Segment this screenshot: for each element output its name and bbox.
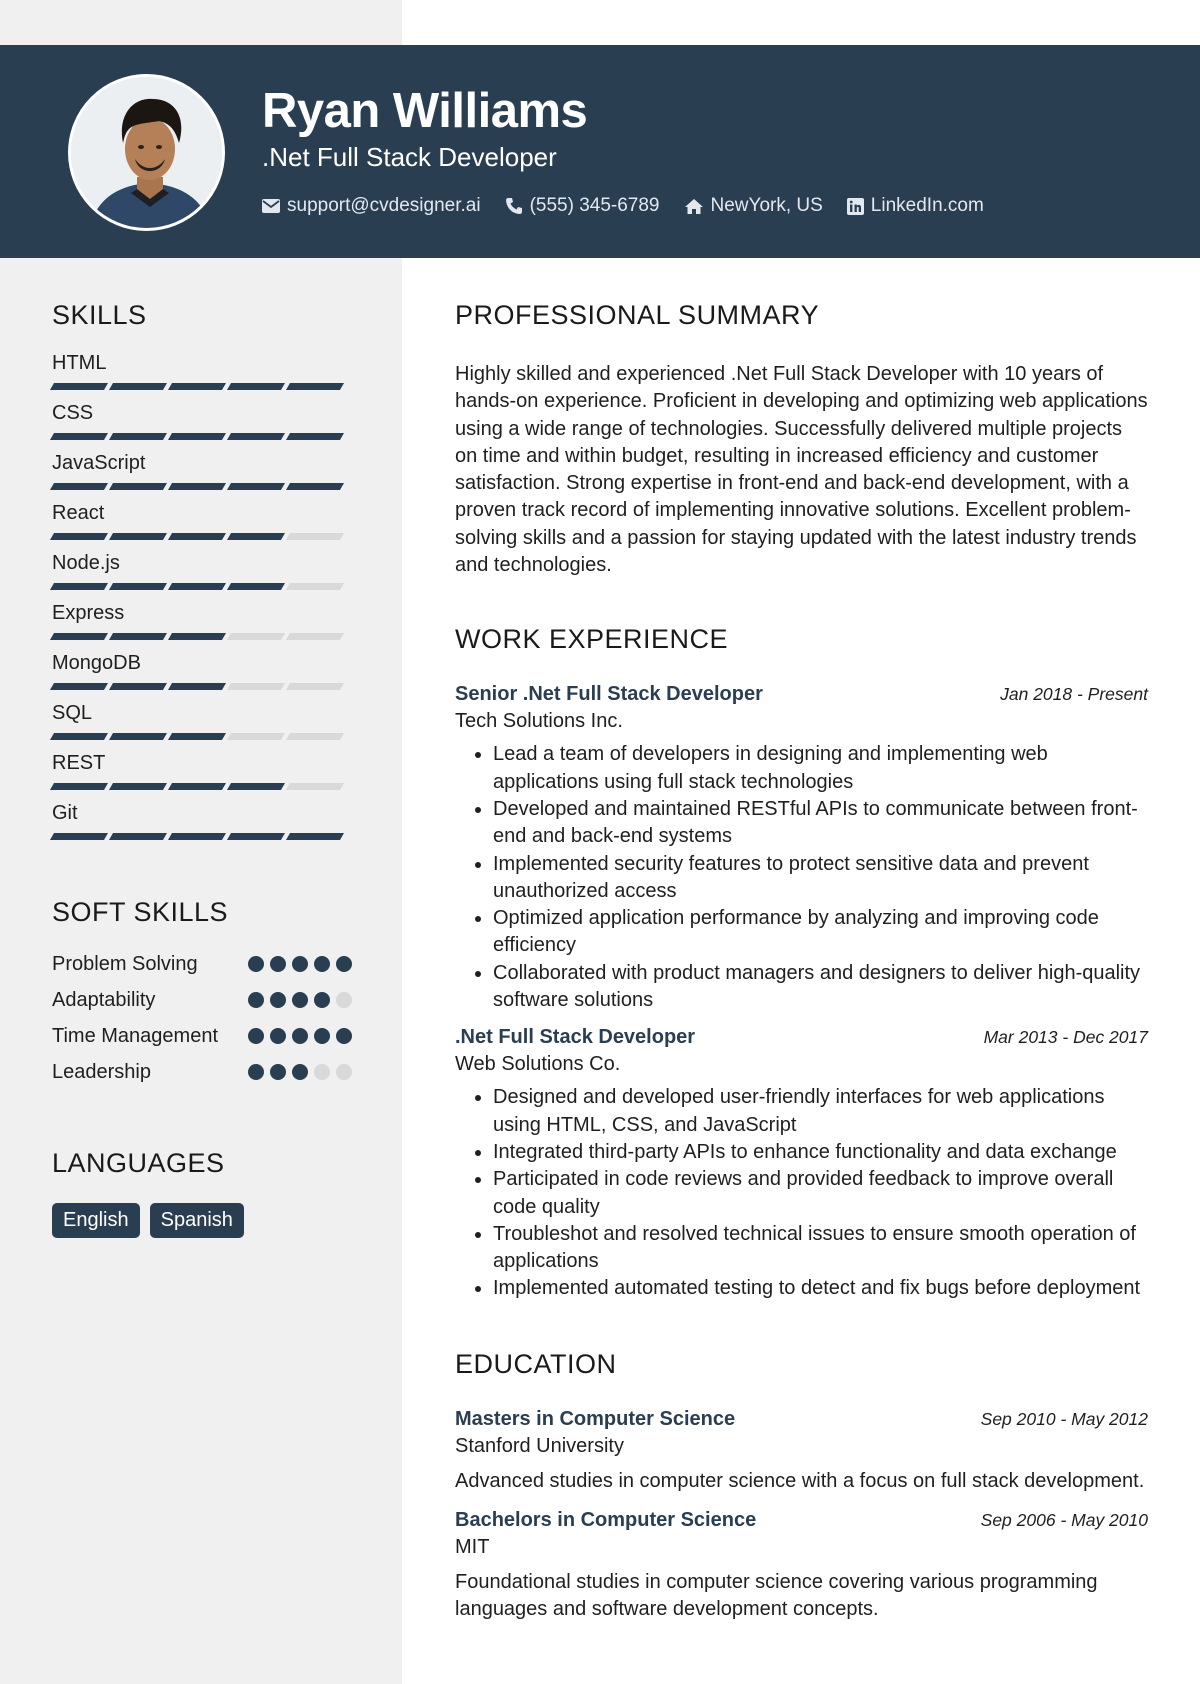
skill-level-segment <box>109 733 167 740</box>
education-header <box>455 1509 1148 1532</box>
rating-dot <box>336 956 352 972</box>
skill-level-segment <box>286 383 344 390</box>
contact-linkedin[interactable] <box>847 195 984 217</box>
rating-dot <box>314 1064 330 1080</box>
work-experience-section <box>455 624 1148 1302</box>
job-date: Jan 2018 - Present <box>1000 684 1148 705</box>
rating-dot <box>336 1028 352 1044</box>
skill-level-segment <box>227 683 285 690</box>
contact-email[interactable] <box>262 195 481 217</box>
rating-dot <box>336 1064 352 1080</box>
right-column <box>455 300 1148 1624</box>
skill-level-segment <box>168 383 226 390</box>
home-icon <box>684 198 704 215</box>
job-bullet: • Implemented automated testing to detect and fix bugs before deployment <box>493 1275 1148 1302</box>
skill-item <box>52 601 352 651</box>
skill-level-segment <box>227 433 285 440</box>
job-bullet: • Collaborated with product managers and designers to deliver high-quality software solutions <box>493 960 1148 1015</box>
job-header <box>455 683 1148 706</box>
skill-level-segment <box>109 683 167 690</box>
job-bullet: • Lead a team of developers in designing and implementing web applications using full stack technologies <box>493 741 1148 796</box>
soft-skill-name: Leadership <box>52 1061 151 1083</box>
contact-location-text: NewYork, US <box>710 195 823 216</box>
soft-skills-heading: SOFT SKILLS <box>52 897 229 927</box>
skill-level-segment <box>227 383 285 390</box>
rating-dot <box>292 1064 308 1080</box>
skill-level-segment <box>50 583 108 590</box>
skill-item <box>52 551 352 601</box>
skill-level-bar <box>52 583 352 590</box>
jobs-list <box>455 683 1148 1302</box>
job-title-header: .Net Full Stack Developer <box>262 142 557 172</box>
job-bullets <box>493 741 1148 1014</box>
skill-level-segment <box>109 433 167 440</box>
soft-skill-name: Adaptability <box>52 989 156 1011</box>
school-name: Stanford University <box>455 1434 624 1457</box>
skill-name: JavaScript <box>52 452 146 474</box>
job-bullet: • Implemented security features to protect sensitive data and prevent unauthorized access <box>493 851 1148 906</box>
contact-list <box>262 195 984 217</box>
linkedin-icon <box>847 198 864 215</box>
rating-dot <box>314 956 330 972</box>
job-entry <box>455 1026 1148 1302</box>
rating-dot <box>314 992 330 1008</box>
skill-level-segment <box>286 733 344 740</box>
skill-name: CSS <box>52 402 94 424</box>
rating-dot <box>270 1064 286 1080</box>
skill-level-bar <box>52 833 352 840</box>
skill-level-segment <box>227 583 285 590</box>
education-description: Advanced studies in computer science with a focus on full stack development. <box>455 1469 1145 1492</box>
job-date: Mar 2013 - Dec 2017 <box>983 1027 1148 1048</box>
person-photo-icon <box>71 77 225 231</box>
skill-level-segment <box>109 533 167 540</box>
soft-skills-section <box>52 897 352 1086</box>
job-bullets <box>493 1084 1148 1302</box>
education-entry <box>455 1509 1148 1624</box>
rating-dot <box>248 1028 264 1044</box>
skill-level-segment <box>50 733 108 740</box>
skills-heading: SKILLS <box>52 300 147 330</box>
languages-heading: LANGUAGES <box>52 1148 225 1178</box>
soft-skill-name: Time Management <box>52 1025 218 1047</box>
skill-level-segment <box>109 833 167 840</box>
skills-list <box>52 351 352 851</box>
left-column <box>52 300 352 1238</box>
job-bullet: • Troubleshot and resolved technical issues to ensure smooth operation of applications <box>493 1221 1148 1276</box>
job-bullet: • Optimized application performance by analyzing and improving code efficiency <box>493 905 1148 960</box>
education-section <box>455 1349 1148 1624</box>
skill-level-segment <box>109 783 167 790</box>
rating-dot <box>292 1028 308 1044</box>
education-header <box>455 1408 1148 1431</box>
skill-level-segment <box>227 833 285 840</box>
soft-skill-rating <box>248 1064 352 1080</box>
skill-level-segment <box>227 783 285 790</box>
resume-header <box>0 45 1200 258</box>
languages-section <box>52 1148 352 1238</box>
skill-level-segment <box>227 633 285 640</box>
skill-level-segment <box>50 533 108 540</box>
rating-dot <box>248 956 264 972</box>
skill-level-bar <box>52 533 352 540</box>
skill-level-segment <box>286 483 344 490</box>
soft-skill-item <box>52 986 352 1014</box>
company-name: Tech Solutions Inc. <box>455 710 623 733</box>
soft-skill-item <box>52 950 352 978</box>
skill-level-bar <box>52 383 352 390</box>
skill-level-segment <box>286 633 344 640</box>
skill-level-bar <box>52 433 352 440</box>
school-name: MIT <box>455 1536 490 1559</box>
job-bullet: • Participated in code reviews and provided feedback to improve overall code quality <box>493 1166 1148 1221</box>
skill-name: HTML <box>52 352 107 374</box>
job-header <box>455 1026 1148 1049</box>
skill-name: Git <box>52 802 78 824</box>
skill-level-segment <box>50 683 108 690</box>
skill-level-bar <box>52 483 352 490</box>
skill-level-segment <box>168 483 226 490</box>
language-badge: English <box>52 1203 140 1238</box>
education-date: Sep 2010 - May 2012 <box>980 1408 1148 1429</box>
job-title: .Net Full Stack Developer <box>455 1026 696 1049</box>
soft-skill-rating <box>248 956 352 972</box>
summary-heading: PROFESSIONAL SUMMARY <box>455 300 820 330</box>
soft-skill-rating <box>248 1028 352 1044</box>
skill-level-bar <box>52 783 352 790</box>
skill-level-segment <box>286 833 344 840</box>
skill-level-bar <box>52 683 352 690</box>
skill-level-segment <box>286 683 344 690</box>
skill-name: SQL <box>52 702 93 724</box>
skill-item <box>52 451 352 501</box>
skill-level-segment <box>109 633 167 640</box>
skill-level-segment <box>168 533 226 540</box>
skill-level-segment <box>109 383 167 390</box>
rating-dot <box>270 956 286 972</box>
soft-skills-list <box>52 950 352 1086</box>
rating-dot <box>270 992 286 1008</box>
rating-dot <box>270 1028 286 1044</box>
skill-level-segment <box>227 483 285 490</box>
soft-skill-name: Problem Solving <box>52 953 198 975</box>
contact-phone-text: (555) 345-6789 <box>529 195 660 216</box>
company-name: Web Solutions Co. <box>455 1053 621 1076</box>
skill-item <box>52 801 352 851</box>
contact-linkedin-text: LinkedIn.com <box>870 195 984 216</box>
skill-level-bar <box>52 733 352 740</box>
skill-level-segment <box>168 633 226 640</box>
skill-name: Node.js <box>52 552 120 574</box>
skill-level-segment <box>50 633 108 640</box>
phone-icon <box>505 197 523 215</box>
skill-level-segment <box>50 783 108 790</box>
degree-title: Bachelors in Computer Science <box>455 1509 757 1532</box>
skill-level-segment <box>109 583 167 590</box>
skill-level-segment <box>50 383 108 390</box>
education-entry <box>455 1408 1148 1495</box>
education-date: Sep 2006 - May 2010 <box>980 1510 1148 1531</box>
skill-level-segment <box>168 583 226 590</box>
skill-item <box>52 751 352 801</box>
soft-skill-rating <box>248 992 352 1008</box>
rating-dot <box>292 992 308 1008</box>
skill-level-segment <box>50 433 108 440</box>
skill-name: React <box>52 502 105 524</box>
skill-item <box>52 501 352 551</box>
skill-level-segment <box>227 733 285 740</box>
skill-name: Express <box>52 602 125 624</box>
skill-item <box>52 701 352 751</box>
skill-item <box>52 401 352 451</box>
summary-text: Highly skilled and experienced .Net Full Stack Developer with 10 years of hands-on experience. Proficient in developing and optimizing web applications using a wide range of technologies. Successfully delivered multiple projects on time and within budget, resulting in increased efficiency and customer satisfaction. Strong expertise in front-end and back-end development, with a proven track record of implementing innovative solutions. Excellent problem-solving skills and a passion for staying updated with the latest industry trends and technologies. <box>455 363 1148 577</box>
education-heading: EDUCATION <box>455 1348 617 1379</box>
skill-level-segment <box>168 733 226 740</box>
skill-name: MongoDB <box>52 652 141 674</box>
skill-level-segment <box>50 833 108 840</box>
soft-skill-item <box>52 1058 352 1086</box>
skill-level-segment <box>227 533 285 540</box>
skill-level-segment <box>286 583 344 590</box>
skill-level-segment <box>168 783 226 790</box>
job-bullet: • Designed and developed user-friendly interfaces for web applications using HTML, CSS, and JavaScript <box>493 1084 1148 1139</box>
avatar <box>68 74 225 231</box>
job-bullet: • Integrated third-party APIs to enhance functionality and data exchange <box>493 1139 1148 1166</box>
contact-phone[interactable] <box>505 195 660 217</box>
languages-list <box>52 1203 352 1238</box>
soft-skill-item <box>52 1022 352 1050</box>
skill-level-segment <box>168 433 226 440</box>
degree-title: Masters in Computer Science <box>455 1407 736 1430</box>
skill-level-segment <box>286 433 344 440</box>
skill-level-bar <box>52 633 352 640</box>
language-badge: Spanish <box>150 1203 244 1238</box>
skill-level-segment <box>286 533 344 540</box>
skill-level-segment <box>168 683 226 690</box>
rating-dot <box>314 1028 330 1044</box>
work-heading: WORK EXPERIENCE <box>455 624 729 655</box>
education-list <box>455 1408 1148 1624</box>
skill-level-segment <box>50 483 108 490</box>
rating-dot <box>336 992 352 1008</box>
education-description: Foundational studies in computer science covering various programming languages and software development concepts. <box>455 1571 1098 1621</box>
skill-level-segment <box>168 833 226 840</box>
contact-location <box>684 195 823 217</box>
rating-dot <box>248 992 264 1008</box>
candidate-name: Ryan Williams <box>262 84 588 138</box>
skill-item <box>52 351 352 401</box>
skill-name: REST <box>52 752 106 774</box>
rating-dot <box>292 956 308 972</box>
contact-email-text: support@cvdesigner.ai <box>287 195 481 216</box>
job-bullet: • Developed and maintained RESTful APIs to communicate between front-end and back-end systems <box>493 796 1148 851</box>
job-title: Senior .Net Full Stack Developer <box>455 683 763 706</box>
skill-item <box>52 651 352 701</box>
job-entry <box>455 683 1148 1014</box>
skill-level-segment <box>286 783 344 790</box>
skill-level-segment <box>109 483 167 490</box>
rating-dot <box>248 1064 264 1080</box>
envelope-icon <box>262 199 280 213</box>
